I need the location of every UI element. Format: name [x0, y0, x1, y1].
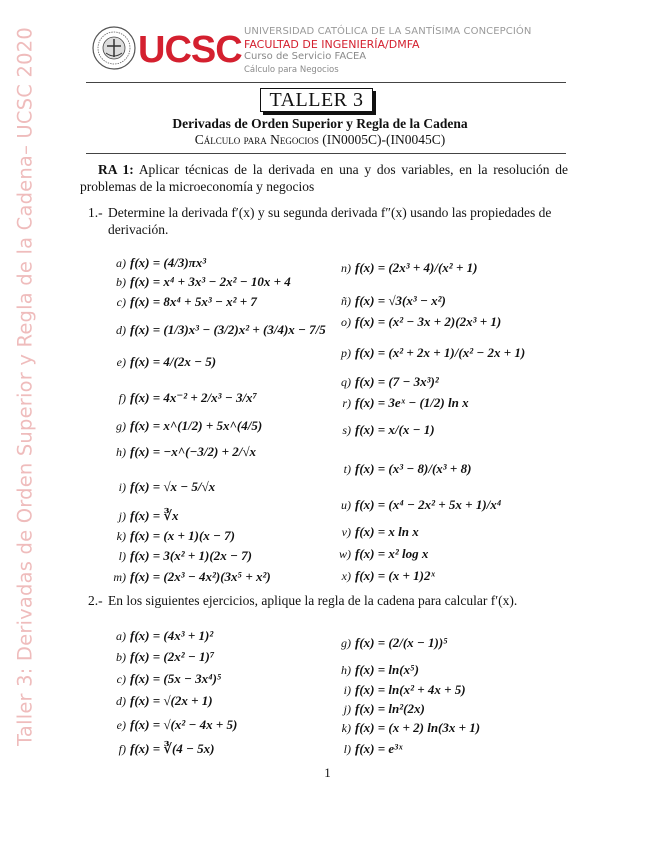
exercise-label: e) — [116, 354, 126, 369]
service-course: Curso de Servicio FACEA — [244, 51, 367, 62]
ra-label: RA 1: — [98, 162, 134, 177]
page-number: 1 — [324, 765, 331, 780]
exercise-2-10 — [333, 700, 425, 718]
exercise-expression: f(x) = 8x⁴ + 5x³ − x² + 7 — [130, 294, 257, 309]
exercise-label: c) — [116, 671, 126, 686]
exercise-expression: f(x) = x² log x — [355, 546, 429, 561]
exercise-expression: f(x) = ln²(2x) — [355, 701, 425, 716]
exercise-1-6 — [108, 389, 257, 407]
exercise-label: t) — [343, 461, 351, 476]
exercise-1-9 — [108, 478, 215, 496]
exercise-label: a) — [116, 255, 126, 270]
question-2-text: En los siguientes ejercicios, aplique la regla de la cadena para calcular f′(x). — [108, 593, 518, 608]
exercise-1-13 — [108, 568, 271, 586]
exercise-1-15 — [333, 292, 446, 310]
header-rule — [86, 82, 566, 83]
title-rule — [86, 153, 566, 154]
exercise-2-7 — [333, 634, 448, 652]
exercise-1-24 — [333, 545, 428, 563]
exercise-label: f) — [118, 741, 126, 756]
exercise-expression: f(x) = (x³ − 8)/(x³ + 8) — [355, 461, 472, 476]
exercise-label: o) — [341, 314, 351, 329]
exercise-1-5 — [108, 353, 216, 371]
exercise-expression: f(x) = (x⁴ − 2x² + 5x + 1)/x⁴ — [355, 497, 502, 512]
exercise-expression: f(x) = √(x² − 4x + 5) — [130, 717, 238, 732]
exercise-1-1 — [108, 254, 206, 272]
exercise-2-12 — [333, 740, 402, 758]
exercise-label: r) — [342, 395, 351, 410]
exercise-label: v) — [341, 524, 351, 539]
exercise-label: a) — [116, 628, 126, 643]
exercise-label: j) — [343, 701, 351, 716]
exercise-label: l) — [118, 548, 126, 563]
exercise-expression: f(x) = (4x³ + 1)² — [130, 628, 214, 643]
exercise-1-4 — [108, 321, 326, 339]
exercise-2-8 — [333, 661, 419, 679]
exercise-expression: f(x) = (1/3)x³ − (3/2)x² + (3/4)x − 7/5 — [130, 322, 326, 337]
exercise-label: p) — [341, 345, 351, 360]
exercise-1-12 — [108, 547, 252, 565]
exercise-label: i) — [118, 479, 126, 494]
exercise-2-3 — [108, 670, 221, 688]
exercise-expression: f(x) = (2/(x − 1))⁵ — [355, 635, 448, 650]
exercise-expression: f(x) = ∛x — [130, 508, 179, 523]
exercise-1-23 — [333, 523, 419, 541]
exercise-label: g) — [341, 635, 351, 650]
exercise-expression: f(x) = (x + 1)2ˣ — [355, 568, 435, 583]
exercise-label: l) — [343, 741, 351, 756]
exercise-1-16 — [333, 313, 501, 331]
exercise-expression: f(x) = (x² + 2x + 1)/(x² − 2x + 1) — [355, 345, 526, 360]
exercise-label: i) — [343, 682, 351, 697]
exercise-label: u) — [341, 497, 351, 512]
exercise-expression: f(x) = (x + 2) ln(3x + 1) — [355, 720, 481, 735]
side-watermark — [0, 27, 50, 750]
university-seal-icon — [92, 26, 136, 70]
exercise-label: j) — [118, 508, 126, 523]
learning-outcome — [80, 161, 568, 195]
exercise-expression: f(x) = x^(1/2) + 5x^(4/5) — [130, 418, 263, 433]
exercise-label: f) — [118, 390, 126, 405]
question-2-number: 2.- — [88, 593, 103, 608]
exercise-1-11 — [108, 527, 235, 545]
exercise-2-2 — [108, 648, 214, 666]
course-line: Cálculo para Negocios (IN0005C)-(IN0045C) — [194, 132, 446, 147]
exercise-1-7 — [108, 417, 262, 435]
exercise-label: w) — [339, 546, 351, 561]
ra-text: Aplicar técnicas de la derivada en una y dos variables, en la resolución de problemas de la microeconomía y negocios — [80, 162, 569, 194]
exercise-label: x) — [341, 568, 351, 583]
exercise-label: ñ) — [341, 293, 351, 308]
exercise-1-2 — [108, 273, 291, 291]
exercise-expression: f(x) = −x^(−3/2) + 2/√x — [130, 444, 256, 459]
exercise-expression: f(x) = ln(x² + 4x + 5) — [355, 682, 466, 697]
exercise-expression: f(x) = (2x³ − 4x²)(3x⁵ + x²) — [130, 569, 271, 584]
exercise-expression: f(x) = (x + 1)(x − 7) — [130, 528, 235, 543]
exercise-label: b) — [116, 649, 126, 664]
exercise-expression: f(x) = (2x² − 1)⁷ — [130, 649, 215, 664]
course-short-name: Cálculo para Negocios — [244, 64, 339, 75]
exercise-expression: f(x) = x/(x − 1) — [355, 422, 435, 437]
exercise-expression: f(x) = 3eˣ − (1/2) ln x — [355, 395, 469, 410]
exercise-expression: f(x) = (7 − 3x³)² — [355, 374, 439, 389]
exercise-label: d) — [116, 322, 126, 337]
exercise-expression: f(x) = 3(x² + 1)(2x − 7) — [130, 548, 252, 563]
exercise-1-8 — [108, 443, 256, 461]
exercise-label: n) — [341, 260, 351, 275]
exercise-expression: f(x) = 4x⁻² + 2/x³ − 3/x⁷ — [130, 390, 258, 405]
exercise-expression: f(x) = x ln x — [355, 524, 419, 539]
exercise-2-1 — [108, 627, 213, 645]
exercise-2-4 — [108, 692, 213, 710]
exercise-expression: f(x) = (2x³ + 4)/(x² + 1) — [355, 260, 478, 275]
exercise-expression: f(x) = e³ˣ — [355, 741, 403, 756]
exercise-1-10 — [108, 507, 178, 525]
exercise-2-6 — [108, 740, 214, 758]
exercise-expression: f(x) = √3(x³ − x²) — [355, 293, 446, 308]
exercise-label: e) — [116, 717, 126, 732]
header — [88, 24, 566, 82]
exercise-2-11 — [333, 719, 480, 737]
exercise-label: h) — [116, 444, 126, 459]
exercise-1-22 — [333, 496, 501, 514]
exercise-label: s) — [342, 422, 351, 437]
exercise-expression: f(x) = (4/3)πx³ — [130, 255, 207, 270]
exercise-expression: f(x) = (x² − 3x + 2)(2x³ + 1) — [355, 314, 502, 329]
exercise-label: q) — [341, 374, 351, 389]
exercise-1-17 — [333, 344, 525, 362]
exercise-1-19 — [333, 394, 469, 412]
exercise-expression: f(x) = ∛(4 − 5x) — [130, 741, 215, 756]
exercise-label: g) — [116, 418, 126, 433]
exercise-1-18 — [333, 373, 439, 391]
exercise-label: m) — [113, 569, 126, 584]
exercise-expression: f(x) = √(2x + 1) — [130, 693, 213, 708]
side-watermark-text: Taller 3: Derivadas de Orden Superior y Regla de la Cadena– UCSC 2020 — [13, 27, 37, 746]
question-1-number: 1.- — [88, 205, 103, 220]
exercise-1-14 — [333, 259, 477, 277]
exercise-1-3 — [108, 293, 257, 311]
exercise-label: k) — [341, 720, 351, 735]
subtitle: Derivadas de Orden Superior y Regla de la Cadena — [172, 116, 468, 131]
exercise-expression: f(x) = 4/(2x − 5) — [130, 354, 217, 369]
faculty-name: FACULTAD DE INGENIERÍA/DMFA — [244, 37, 420, 51]
exercise-label: b) — [116, 274, 126, 289]
exercise-expression: f(x) = (5x − 3x⁴)⁵ — [130, 671, 222, 686]
exercise-1-21 — [333, 460, 471, 478]
exercise-expression: f(x) = √x − 5/√x — [130, 479, 216, 494]
exercise-label: h) — [341, 662, 351, 677]
page-title: TALLER 3 — [260, 88, 373, 112]
exercise-expression: f(x) = x⁴ + 3x³ − 2x² − 10x + 4 — [130, 274, 291, 289]
exercise-1-25 — [333, 567, 435, 585]
exercise-label: c) — [116, 294, 126, 309]
exercise-expression: f(x) = ln(x⁵) — [355, 662, 419, 677]
exercise-2-9 — [333, 681, 466, 699]
brand-logo: UCSC — [138, 29, 242, 71]
university-name: UNIVERSIDAD CATÓLICA DE LA SANTÍSIMA CONCEPCIÓN — [244, 26, 532, 37]
exercise-label: d) — [116, 693, 126, 708]
exercise-label: k) — [116, 528, 126, 543]
question-1-text: Determine la derivada f′(x) y su segunda derivada f″(x) usando las propiedades de derivación. — [108, 205, 552, 237]
exercise-2-5 — [108, 716, 237, 734]
exercise-1-20 — [333, 421, 435, 439]
